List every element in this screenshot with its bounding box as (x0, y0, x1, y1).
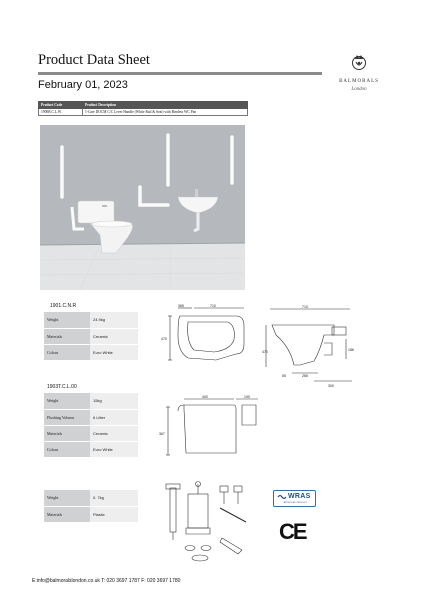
title-rule (38, 72, 322, 75)
page-title: Product Data Sheet (38, 52, 150, 68)
table-row (44, 393, 138, 409)
cistern-spec-table (44, 393, 138, 458)
dimension-label: 470 (262, 350, 268, 354)
product-code: 1900B.C.L.W. (39, 109, 83, 116)
ce-mark: CE (279, 519, 306, 544)
spec-value: Euro White (90, 344, 138, 360)
brand-city: London (351, 87, 367, 92)
dimension-label: 710 (210, 304, 216, 308)
spec-label: Materials (44, 328, 90, 344)
wras-name: WRAS (288, 493, 311, 500)
pan-spec-table (44, 312, 138, 361)
contact-footer: E:info@balmoralslondon.co.uk T: 020 3697 1787 F: 020 3697 1780 (32, 578, 181, 584)
flush-fittings-drawing (160, 480, 260, 562)
fittings-spec-table (44, 490, 138, 523)
spec-value: 24.9kg (90, 312, 138, 328)
spec-label: Materials (44, 506, 90, 522)
wras-wave-icon (277, 493, 287, 501)
product-photo (40, 125, 245, 290)
pan-profile-drawing (262, 303, 362, 391)
table-row (44, 425, 138, 441)
column-header: Product Description (83, 102, 248, 109)
dimension-label: 190 (244, 395, 250, 399)
spec-label: Colour (44, 344, 90, 360)
dimension-label: 186 (348, 348, 354, 352)
dimension-label: 400 (202, 395, 208, 399)
dimension-label: 365 (178, 304, 184, 308)
dimension-label: 55 (282, 374, 286, 378)
spec-value: Ceramic (90, 328, 138, 344)
dimension-label: 470 (161, 337, 167, 341)
spec-value: Euro White (90, 441, 138, 457)
table-row (39, 109, 248, 116)
document-date: February 01, 2023 (38, 79, 128, 91)
spec-label: Flushing Volume (44, 409, 90, 425)
spec-value: 6 Litter (90, 409, 138, 425)
pan-top-view-drawing (158, 302, 250, 372)
spec-label: Weight (44, 393, 90, 409)
dimension-label: 710 (302, 305, 308, 309)
table-row (44, 490, 138, 506)
crest-icon (349, 52, 369, 72)
dimension-label: 367 (159, 432, 165, 436)
spec-label: Materials (44, 425, 90, 441)
pan-model-code: 1901.C.N.R (50, 303, 77, 309)
spec-value: Ceramic (90, 425, 138, 441)
table-row (44, 344, 138, 360)
product-code-table (38, 101, 248, 116)
column-header: Product Code (39, 102, 83, 109)
product-description: 1-Care DOCM C/C Lever Handle (White Rail & Seat) with Rimless WC Pan (83, 109, 248, 116)
table-row (44, 506, 138, 522)
table-row (44, 409, 138, 425)
table-row (44, 441, 138, 457)
spec-value: Plastic (90, 506, 138, 522)
dimension-label: 300 (328, 384, 334, 388)
brand-logo (334, 52, 384, 92)
dimension-label: 265 (302, 374, 308, 378)
spec-label: Colour (44, 441, 90, 457)
cistern-model-code: 1903T.C.L.00 (47, 384, 77, 390)
spec-value: 0. 7kg (90, 490, 138, 506)
brand-name: BALMORALS (339, 79, 379, 84)
wras-subtitle: APPROVED PRODUCT (283, 502, 308, 504)
table-header-row (39, 102, 248, 109)
spec-label: Weight (44, 490, 90, 506)
wras-approved-badge (273, 490, 316, 507)
table-row (44, 328, 138, 344)
table-row (44, 312, 138, 328)
cistern-drawing (158, 393, 268, 465)
spec-label: Weight (44, 312, 90, 328)
spec-value: 15kg (90, 393, 138, 409)
